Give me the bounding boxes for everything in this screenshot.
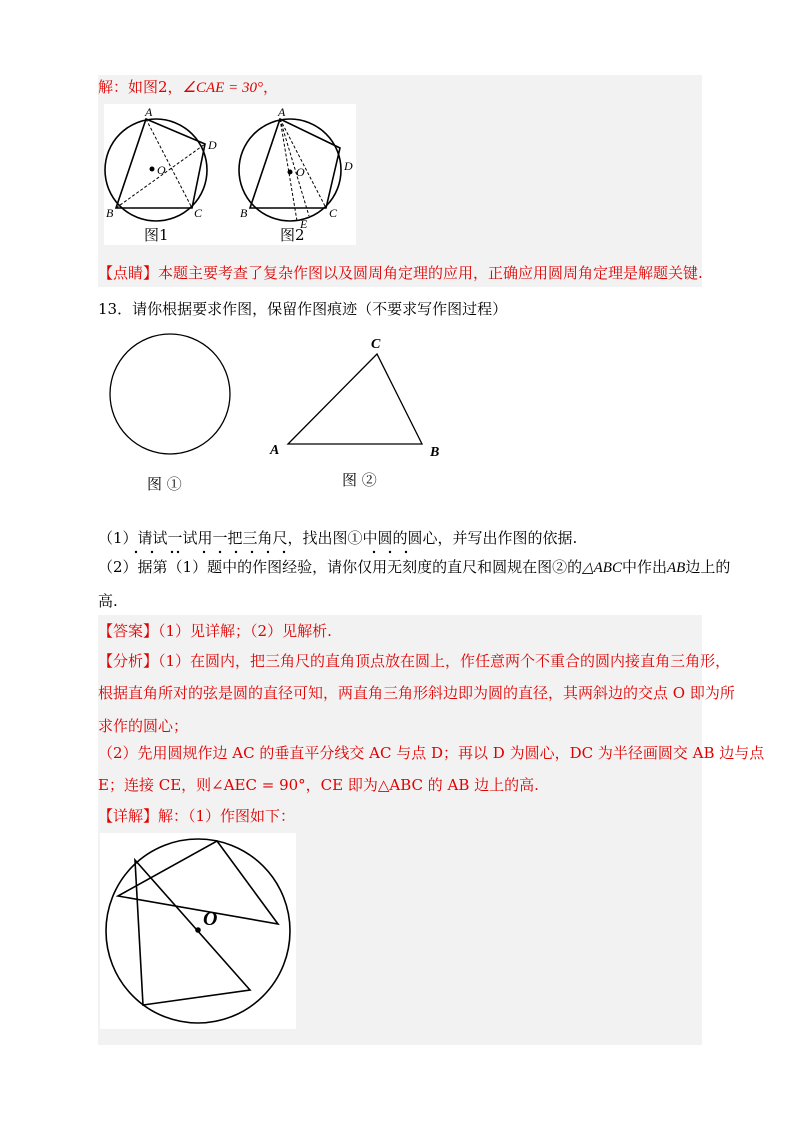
fig1-label-b: B <box>106 206 114 220</box>
detail-triangle-2 <box>135 860 250 1005</box>
fig1-label-a: A <box>145 105 153 119</box>
figure-2-diagram <box>239 105 353 231</box>
question-part1: （1）请试一试用一把三角尺，找出图①中圆的圆心，并写出作图的依据. <box>98 529 578 547</box>
q-fig1-caption: 图 ① <box>147 475 182 493</box>
fig1-caption: 图1 <box>144 226 169 244</box>
fig2-label-a: A <box>278 105 286 119</box>
top-figures-svg <box>104 104 356 245</box>
question-part2-end: 高. <box>98 592 118 610</box>
fig1-label-c: C <box>194 206 203 220</box>
question-number: 13． <box>98 300 133 318</box>
answer-line: 【答案】（1）见详解；（2）见解析. <box>98 622 332 640</box>
detail-figure-svg <box>100 833 296 1029</box>
analysis-line-2: 根据直角所对的弦是圆的直径可知，两直角三角形斜边即为圆的直径，其两斜边的交点 O 即为所 <box>98 684 735 702</box>
analysis-line-5: E；连接 CE，则∠AEC = 90°，CE 即为△ABC 的 AB 边上的高. <box>98 776 539 794</box>
fig1-label-d: D <box>208 138 217 152</box>
q-label-c: C <box>371 337 381 352</box>
q-fig2-caption: 图 ② <box>342 471 377 489</box>
question-figures <box>100 330 500 490</box>
comment-line <box>98 263 703 283</box>
question-stem: 13．请你根据要求作图，保留作图痕迹（不要求写作图过程） <box>98 300 508 318</box>
fig2-label-c: C <box>329 206 338 220</box>
detail-figure <box>100 833 296 1029</box>
q-label-a: A <box>270 443 280 458</box>
answer-tag: 【答案】 <box>98 622 159 640</box>
fig2-label-b: B <box>240 206 248 220</box>
solution-intro: 解：如图2，∠CAE = 30°， <box>98 78 278 96</box>
question-part2: （2）据第（1）题中的作图经验，请你仅用无刻度的直尺和圆规在图②的△ABC中作出AB边上的 <box>98 558 731 576</box>
emphasis-dots <box>128 549 428 555</box>
top-figures <box>104 104 356 245</box>
detail-label-o: O <box>203 908 218 930</box>
detail-center-dot <box>195 927 201 933</box>
q-circle <box>110 334 230 454</box>
fig2-dashed-ac <box>280 119 326 208</box>
q-label-b: B <box>430 445 440 460</box>
fig1-label-o: O <box>157 163 166 177</box>
analysis-tag: 【分析】 <box>98 652 159 670</box>
comment-text: 本题主要考查了复杂作图以及圆周角定理的应用，正确应用圆周角定理是解题关键. <box>158 264 703 282</box>
figure-1-diagram <box>105 105 217 221</box>
fig1-dashed-ac <box>146 119 192 208</box>
analysis-line-4: （2）先用圆规作边 AC 的垂直平分线交 AC 与点 D；再以 D 为圆心，DC 为半径画圆交 AB 边与点 <box>98 744 765 762</box>
detail-tag: 【详解】 <box>98 807 159 825</box>
angle-cae: ∠CAE = 30° <box>182 80 263 96</box>
detail-triangle-1 <box>118 841 278 924</box>
fig2-caption: 图2 <box>280 226 305 244</box>
fig2-label-o: O <box>296 165 305 179</box>
fig2-label-e: E <box>300 217 308 231</box>
q-triangle <box>288 354 422 444</box>
comment-tag: 【点睛】 <box>98 264 159 282</box>
fig1-center-dot <box>150 167 155 172</box>
detail-line: 【详解】解：（1）作图如下： <box>98 807 296 825</box>
fig2-quadrilateral <box>250 119 340 208</box>
fig2-label-d: D <box>344 159 353 173</box>
fig2-center-dot <box>288 170 293 175</box>
analysis-line-3: 求作的圆心； <box>98 717 189 735</box>
analysis-line-1: 【分析】（1）在圆内，把三角尺的直角顶点放在圆上，作任意两个不重合的圆内接直角三角形， <box>98 652 731 670</box>
